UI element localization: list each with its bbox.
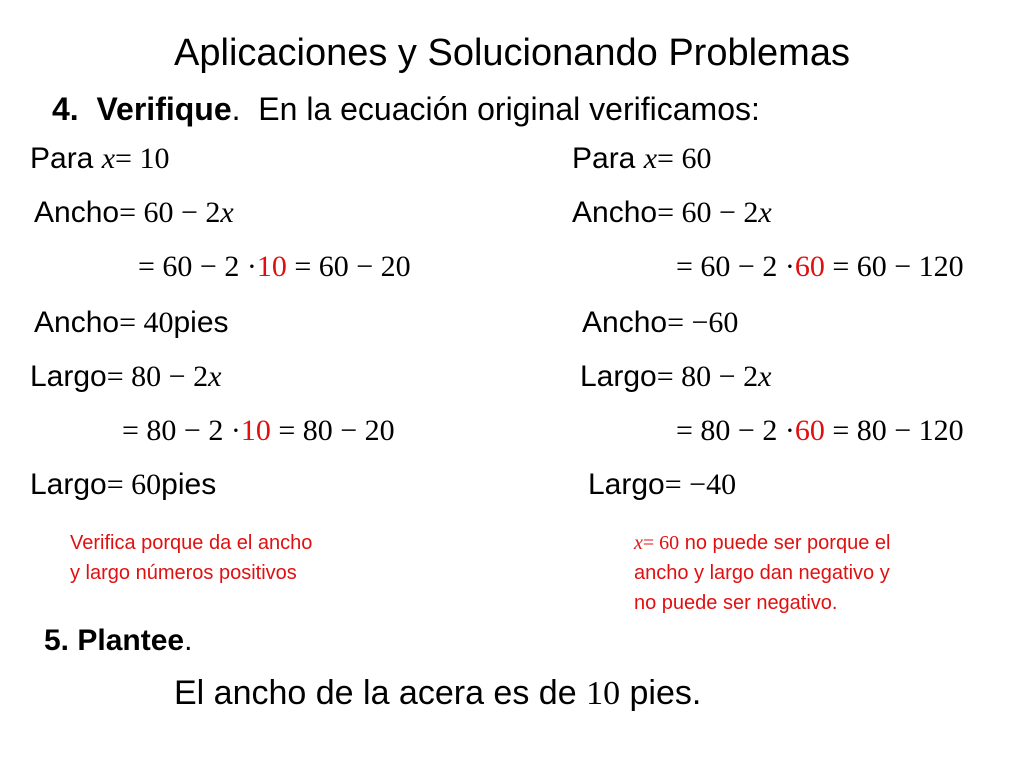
step-4-text: En la ecuación original verificamos: (258, 91, 760, 127)
left-largo-substitution: 10 (240, 414, 271, 447)
left-para-line: Para x= 10 (30, 142, 170, 175)
right-ancho-substitution: 60 (794, 250, 825, 283)
right-note: x= 60 no puede ser porque el ancho y largo dan negativo y no puede ser negativo. (634, 532, 891, 614)
right-ancho-equation: Ancho= 60 − 2x (572, 196, 772, 229)
left-largo-calculation: = 80 − 2 ·10 = 80 − 20 (122, 414, 395, 447)
left-ancho-calculation: = 60 − 2 ·10 = 60 − 20 (138, 250, 411, 283)
left-ancho-substitution: 10 (256, 250, 287, 283)
conclusion: El ancho de la acera es de 10 pies. (174, 674, 702, 712)
left-largo-equation: Largo= 80 − 2x (30, 360, 222, 393)
right-largo-equation: Largo= 80 − 2x (580, 360, 772, 393)
step-4-label: Verifique (96, 91, 232, 127)
left-ancho-equation: Ancho= 60 − 2x (34, 196, 234, 229)
step-4-heading: 4. Verifique. En la ecuación original verificamos: (52, 91, 760, 127)
right-largo-result: Largo= −40 (588, 468, 737, 501)
right-ancho-calculation: = 60 − 2 ·60 = 60 − 120 (676, 250, 964, 283)
right-ancho-result: Ancho= −60 (582, 306, 739, 339)
right-para-line: Para x= 60 (572, 142, 712, 175)
step-4-number: 4. (52, 91, 79, 127)
left-ancho-result: Ancho= 40pies (34, 306, 229, 339)
page-title: Aplicaciones y Solucionando Problemas (174, 32, 850, 74)
step-5-heading: 5. Plantee. (44, 624, 193, 657)
right-largo-calculation: = 80 − 2 ·60 = 80 − 120 (676, 414, 964, 447)
right-largo-substitution: 60 (794, 414, 825, 447)
left-largo-result: Largo= 60pies (30, 468, 217, 501)
left-note: Verifica porque da el ancho y largo números positivos (70, 532, 313, 584)
